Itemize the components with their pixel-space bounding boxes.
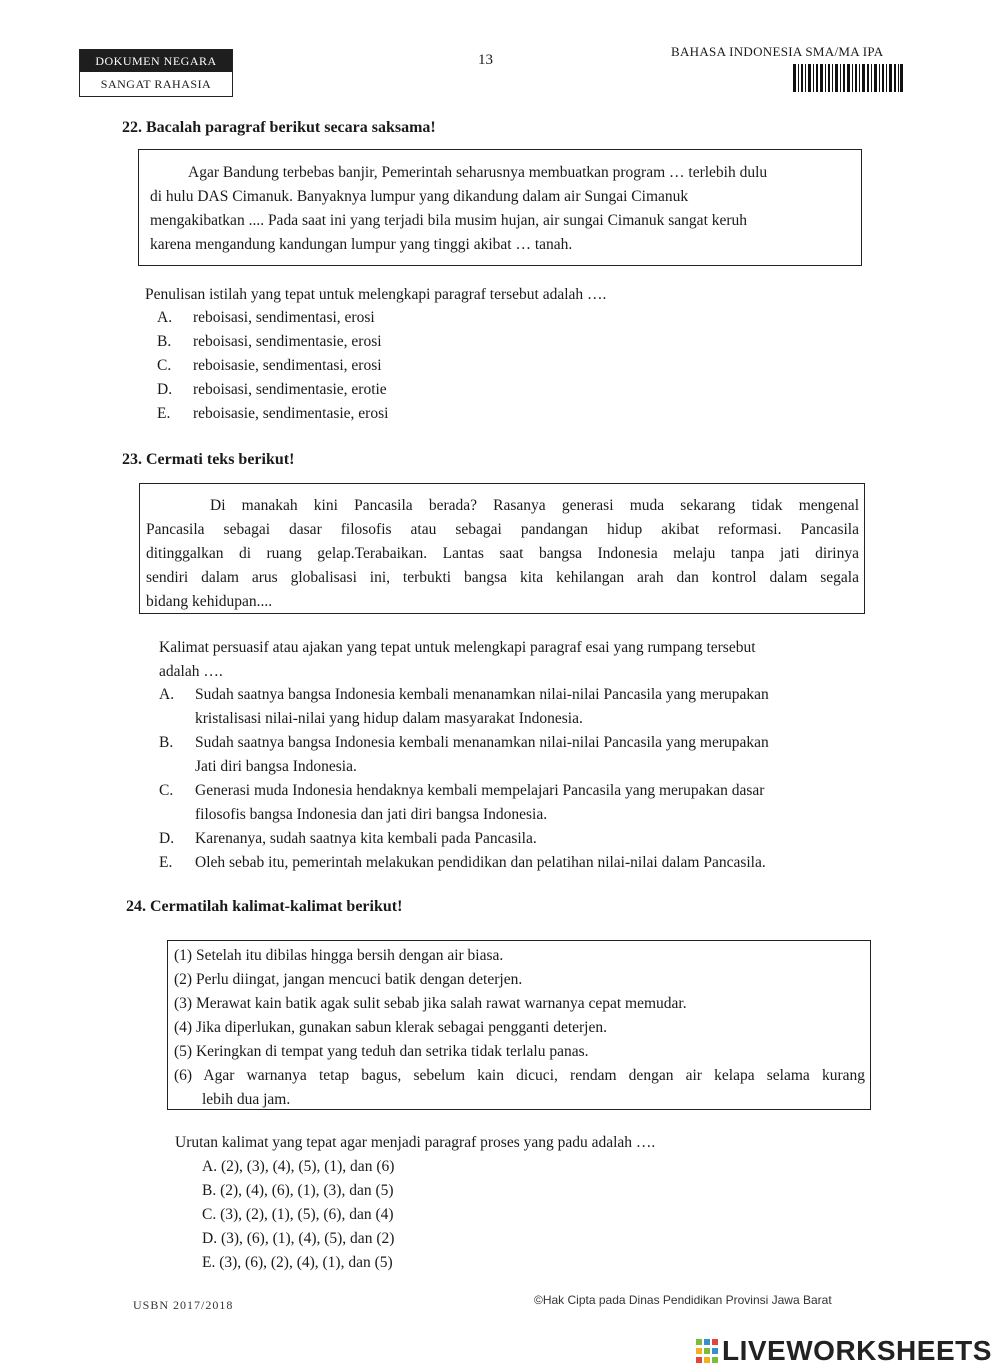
q23-question-line-2: adalah …. <box>159 663 223 680</box>
option-e[interactable]: E. Oleh sebab itu, pemerintah melakukan pendidikan dan pelatihan nilai-nilai dalam Pancasila. <box>159 854 766 871</box>
q22-question: Penulisan istilah yang tepat untuk melengkapi paragraf tersebut adalah …. <box>145 286 607 303</box>
q24-heading: 24. Cermatilah kalimat-kalimat berikut! <box>126 898 403 915</box>
document-classification-box <box>79 49 233 97</box>
q22-passage-line-4: karena mengandung kandungan lumpur yang tinggi akibat … tanah. <box>150 236 573 253</box>
option-b[interactable]: B. Sudah saatnya bangsa Indonesia kembali menanamkan nilai-nilai Pancasila yang merupakan Jati diri bangsa Indonesia. <box>159 734 769 775</box>
option-b[interactable]: B. (2), (4), (6), (1), (3), dan (5) <box>202 1182 394 1199</box>
q23-question <box>159 636 756 684</box>
q24-sentences-box <box>167 940 871 1110</box>
footer-exam-label: USBN 2017/2018 <box>133 1298 234 1312</box>
q22-options <box>157 306 388 426</box>
option-a[interactable]: A. Sudah saatnya bangsa Indonesia kembali menanamkan nilai-nilai Pancasila yang merupakan kristalisasi nilai-nilai yang hidup dalam masyarakat Indonesia. <box>159 686 769 727</box>
q22-passage-line-3: mengakibatkan .... Pada saat ini yang terjadi bila musim hujan, air sungai Cimanuk sangat keruh <box>150 212 748 229</box>
q24-options <box>202 1155 394 1275</box>
barcode-icon <box>793 64 903 92</box>
option-c[interactable]: C. Generasi muda Indonesia hendaknya kembali mempelajari Pancasila yang merupakan dasar filosofis bangsa Indonesia dan jati diri bangsa Indonesia. <box>159 782 765 823</box>
q24-question: Urutan kalimat yang tepat agar menjadi paragraf proses yang padu adalah …. <box>175 1134 656 1151</box>
q22-passage-line-2: di hulu DAS Cimanuk. Banyaknya lumpur yang dikandung dalam air Sungai Cimanuk <box>150 188 689 205</box>
q23-passage-line-5: bidang kehidupan.... <box>146 593 273 610</box>
footer-copyright: ©Hak Cipta pada Dinas Pendidikan Provinsi Jawa Barat <box>534 1293 832 1307</box>
option-c[interactable]: C. reboisasie, sendimentasi, erosi <box>157 357 382 374</box>
option-c[interactable]: C. (3), (2), (1), (5), (6), dan (4) <box>202 1206 394 1223</box>
liveworksheets-logo-text: LIVEWORKSHEETS <box>722 1335 992 1366</box>
option-a[interactable]: A. reboisasi, sendimentasi, erosi <box>157 309 375 326</box>
q23-passage-line-1: Di manakah kini Pancasila berada? Rasanya generasi muda sekarang tidak mengenal <box>210 497 859 514</box>
q22-passage-line-1: Agar Bandung terbebas banjir, Pemerintah seharusnya membuatkan program … terlebih dulu <box>188 164 768 181</box>
q23-passage-box <box>139 483 865 614</box>
q22-passage-box <box>138 149 862 266</box>
option-d[interactable]: D. Karenanya, sudah saatnya kita kembali pada Pancasila. <box>159 830 537 847</box>
page-number: 13 <box>478 52 493 68</box>
option-e[interactable]: E. reboisasie, sendimentasie, erosi <box>157 405 389 422</box>
liveworksheets-logo-icon <box>696 1339 718 1363</box>
q24-sentence-5: (5) Keringkan di tempat yang teduh dan setrika tidak terlalu panas. <box>174 1043 589 1060</box>
option-d[interactable]: D. (3), (6), (1), (4), (5), dan (2) <box>202 1230 395 1247</box>
doc-label-bottom: SANGAT RAHASIA <box>100 77 212 91</box>
q24-sentence-4: (4) Jika diperlukan, gunakan sabun klerak sebagai pengganti deterjen. <box>174 1019 607 1036</box>
subject-title: BAHASA INDONESIA SMA/MA IPA <box>671 44 884 59</box>
q24-sentence-3: (3) Merawat kain batik agak sulit sebab jika salah rawat warnanya cepat memudar. <box>174 995 687 1012</box>
q23-question-line-1: Kalimat persuasif atau ajakan yang tepat untuk melengkapi paragraf esai yang rumpang tersebut <box>159 639 756 656</box>
q23-passage-line-2: Pancasila sebagai dasar filosofis atau sebagai pandangan hidup akibat reformasi. Pancasila <box>146 521 859 538</box>
option-b[interactable]: B. reboisasi, sendimentasie, erosi <box>157 333 382 350</box>
q24-sentence-6: (6) Agar warnanya tetap bagus, sebelum kain dicuci, rendam dengan air kelapa selama kurang <box>174 1067 865 1084</box>
q23-options <box>159 683 879 875</box>
q24-sentence-1: (1) Setelah itu dibilas hingga bersih dengan air biasa. <box>174 947 504 964</box>
q24-sentence-2: (2) Perlu diingat, jangan mencuci batik dengan deterjen. <box>174 971 523 988</box>
q23-heading: 23. Cermati teks berikut! <box>122 451 295 468</box>
q23-passage-line-3: ditinggalkan di ruang gelap.Terabaikan. Lantas saat bangsa Indonesia melaju tanpa jati dirinya <box>146 545 859 562</box>
q22-heading: 22. Bacalah paragraf berikut secara saksama! <box>122 119 436 136</box>
option-d[interactable]: D. reboisasi, sendimentasie, erotie <box>157 381 387 398</box>
q24-sentence-6-cont: lebih dua jam. <box>202 1091 291 1108</box>
option-e[interactable]: E. (3), (6), (2), (4), (1), dan (5) <box>202 1254 393 1271</box>
q23-passage-line-4: sendiri dalam arus globalisasi ini, terbukti bangsa kita kehilangan arah dan kontrol dalam segala <box>146 569 859 586</box>
option-a[interactable]: A. (2), (3), (4), (5), (1), dan (6) <box>202 1158 395 1175</box>
doc-label-top: DOKUMEN NEGARA <box>80 50 232 72</box>
